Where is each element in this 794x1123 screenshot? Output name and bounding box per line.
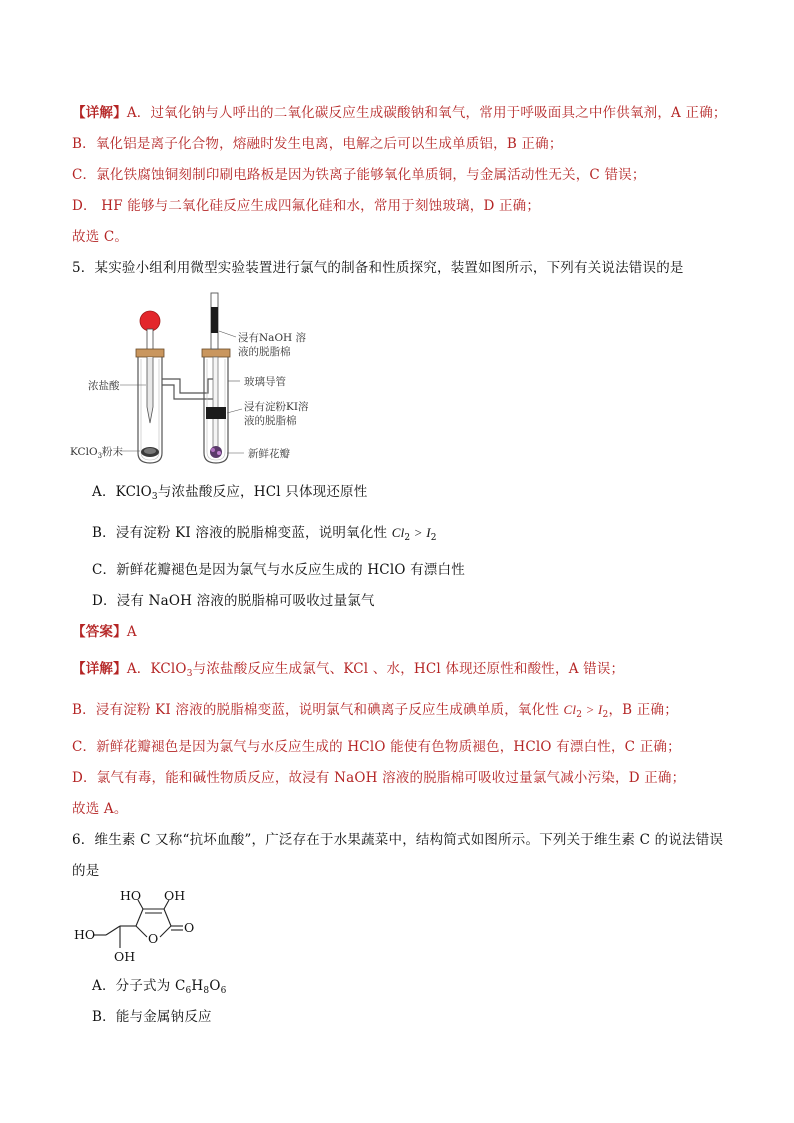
q6-stem-line1: 6．维生素 C 又称“抗坏血酸”，广泛存在于水果蔬菜中，结构简式如图所示。下列关于维生素 C 的说法错误 [72, 832, 724, 848]
q5-option-d: D．浸有 NaOH 溶液的脱脂棉可吸收过量氯气 [92, 593, 375, 609]
label-naoh-line1: 浸有NaOH 溶 [238, 332, 307, 344]
q5-option-b: B．浸有淀粉 KI 溶液的脱脂棉变蓝，说明氧化性 $Cl_2 > I_2$ [92, 525, 437, 543]
q5-answer: 【答案】A [72, 624, 137, 640]
label-ki-line1: 浸有淀粉KI溶 [244, 401, 309, 413]
q5-option-a: A．KClO$_3$与浓盐酸反应，HCl 只体现还原性 [92, 484, 368, 502]
inner-glass-tube [213, 357, 218, 447]
left-stopper [136, 349, 164, 357]
detail-tag: 【详解】 [72, 105, 127, 121]
label-carbonyl-oxygen: O [184, 920, 195, 935]
q6-option-b: B．能与金属钠反应 [92, 1009, 212, 1025]
label-ki-line2: 液的脱脂棉 [244, 415, 297, 427]
q4-conclusion: 故选 C。 [72, 229, 129, 245]
vitamin-c-structure [72, 886, 212, 968]
label-flower: 新鲜花瓣 [248, 448, 290, 460]
q5-explain-a: 【详解】A．KClO$_3$与浓盐酸反应生成氯气、KCl 、水，HCl 体现还原性和酸性，A 错误； [72, 661, 625, 679]
dropper-bulb [140, 311, 160, 331]
label-oh-chain: OH [114, 949, 136, 964]
right-stopper [202, 349, 230, 357]
ki-cotton [206, 407, 226, 419]
label-ring-oxygen: O [148, 931, 159, 946]
connecting-tube [162, 379, 216, 393]
q4-explain-a [72, 103, 727, 123]
q5-explain-b: B．浸有淀粉 KI 溶液的脱脂棉变蓝，说明氯气和碘离子反应生成碘单质，氧化性 $Cl_2 > I_2$，B 正确； [72, 702, 678, 720]
label-hcl: 浓盐酸 [88, 380, 120, 392]
label-ho-chain: HO [74, 927, 96, 942]
q5-explain-c: C．新鲜花瓣褪色是因为氯气与水反应生成的 HClO 能使有色物质褪色，HClO 有漂白性，C 正确； [72, 739, 681, 755]
q5-conclusion: 故选 A。 [72, 801, 128, 817]
q5-option-c: C．新鲜花瓣褪色是因为氯气与水反应生成的 HClO 有漂白性 [92, 562, 465, 578]
label-oh-ring-right: OH [164, 888, 186, 903]
label-kclo3: KClO$_3$粉末 [70, 446, 124, 460]
q4-explain-d: D． HF 能够与二氧化硅反应生成四氟化硅和水，常用于刻蚀玻璃，D 正确； [72, 198, 541, 214]
q5-explain-d: D．氯气有毒，能和碱性物质反应，故浸有 NaOH 溶液的脱脂棉可吸收过量氯气减小污染，D 正确； [72, 770, 686, 786]
label-glass-tube: 玻璃导管 [244, 376, 286, 388]
q6-stem-line2: 的是 [72, 863, 100, 879]
label-ho-ring-left: HO [120, 888, 142, 903]
label-naoh-line2: 液的脱脂棉 [238, 346, 291, 358]
dropper-tip [147, 357, 153, 423]
naoh-cotton [211, 307, 218, 333]
q4-explain-c: C．氯化铁腐蚀铜刻制印刷电路板是因为铁离子能够氧化单质铜，与金属活动性无关，C 错误； [72, 167, 646, 183]
dropper-neck [147, 329, 153, 351]
q5-stem: 5．某实验小组利用微型实验装置进行氯气的制备和性质探究，装置如图所示，下列有关说法错误的是 [72, 260, 684, 276]
q4-explain-b: B．氧化铝是离子化合物，熔融时发生电离，电解之后可以生成单质铝，B 正确； [72, 136, 563, 152]
q5-apparatus-figure [70, 285, 330, 470]
q6-option-a: A．分子式为 $C_6H_8O_6$ [92, 978, 227, 996]
q4-explain-a-text: A．过氧化钠与人呼出的二氧化碳反应生成碳酸钠和氧气，常用于呼吸面具之中作供氧剂，A 正确； [126, 105, 727, 121]
